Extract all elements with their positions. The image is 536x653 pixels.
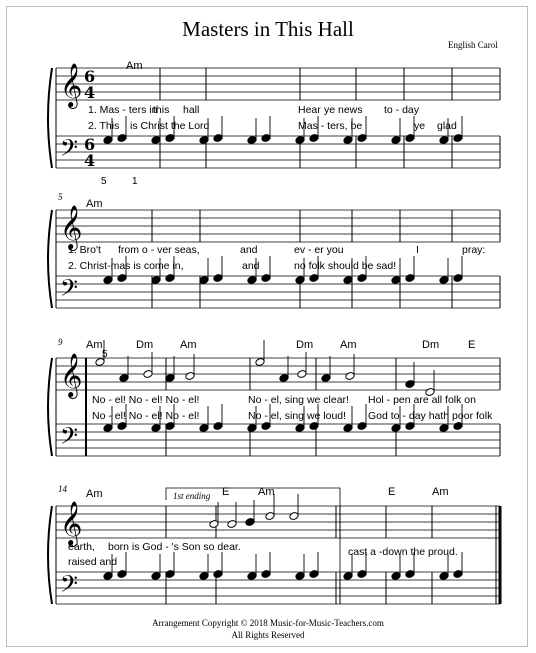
first-ending-label: 1st ending — [173, 491, 211, 501]
measure-number: 9 — [58, 337, 63, 347]
lyric-line: born is God - 's Son so dear. — [108, 541, 241, 553]
treble-clef-icon: 𝄞 — [60, 501, 83, 545]
lyric-line: 2. This — [88, 120, 120, 132]
lyric-line: No - el, sing we loud! — [248, 410, 347, 422]
time-signature-digit: 4 — [84, 151, 96, 170]
chord-am: Am — [86, 339, 103, 351]
chord-am: Am — [432, 486, 449, 498]
composer-credit: English Carol — [448, 40, 498, 50]
page-title: Masters in This Hall — [182, 17, 354, 41]
chord-am: Am — [86, 488, 103, 500]
chord-e: E — [388, 486, 396, 498]
time-signature-digit: 4 — [84, 83, 96, 102]
lyric-line: 2. Christ-mas is come in, — [68, 260, 184, 272]
lyric-line: ev - er you — [294, 244, 344, 256]
lyric-line: No - el! No - el! No - el! — [92, 394, 200, 406]
grand-staff-brace — [48, 210, 52, 308]
treble-clef-icon: 𝄞 — [60, 353, 83, 397]
grand-staff-brace — [48, 506, 52, 604]
lyric-line: raised and — [68, 556, 118, 568]
copyright-line: Arrangement Copyright © 2018 Music-for-Music-Teachers.com — [152, 618, 384, 628]
lyric-line: Mas - ters, be — [298, 120, 363, 132]
treble-clef-icon: 𝄞 — [60, 205, 83, 249]
lyric-line: Hol - pen are all folk on — [368, 394, 476, 406]
chord-dm: Dm — [136, 339, 154, 351]
time-signature-digit: 6 — [84, 135, 96, 154]
measure-number: 14 — [58, 484, 67, 494]
chord-am: Am — [86, 198, 103, 210]
grand-staff-brace — [48, 68, 52, 168]
chord-e: E — [222, 486, 230, 498]
chord-am: Am — [258, 486, 275, 498]
lyric-line: Hear — [298, 104, 321, 116]
chord-dm: Dm — [296, 339, 314, 351]
fingering-number: 1 — [132, 176, 138, 187]
chord-e: E — [468, 339, 476, 351]
chord-am: Am — [126, 60, 143, 72]
rights-line: All Rights Reserved — [231, 630, 305, 640]
lyric-line: ye news — [324, 104, 363, 116]
time-signature-digit: 6 — [84, 67, 96, 86]
bass-clef-icon: 𝄢 — [60, 274, 79, 307]
lyric-line: glad — [437, 120, 457, 132]
lyric-line: ye — [414, 120, 426, 132]
chord-am: Am — [340, 339, 357, 351]
grand-staff-brace — [48, 358, 52, 456]
bass-clef-icon: 𝄢 — [60, 134, 79, 167]
bass-clef-icon: 𝄢 — [60, 570, 79, 603]
lyric-line: No - el! No - el! No - el! — [92, 410, 200, 422]
chord-dm: Dm — [422, 339, 440, 351]
treble-clef-icon: 𝄞 — [60, 63, 83, 107]
lyric-line: no folk should be sad! — [294, 260, 397, 272]
chord-am: Am — [180, 339, 197, 351]
lyric-line: 1. Mas - ters in — [88, 104, 158, 116]
lyric-line: to - day — [384, 104, 420, 116]
lyric-line: No - el, sing we clear! — [248, 394, 349, 406]
lyric-line: I — [416, 244, 419, 256]
lyric-line: is Christ the Lord — [130, 120, 210, 132]
lyric-line: God to - day hath poor folk — [368, 410, 493, 422]
lyric-line: 1. Bro't — [68, 244, 101, 256]
fingering-number: 5 — [102, 349, 108, 360]
fingering-number: 5 — [101, 176, 107, 187]
lyric-line: hall — [183, 104, 200, 116]
lyric-line: pray: — [462, 244, 486, 256]
measure-number: 5 — [58, 192, 63, 202]
lyric-line: this — [153, 104, 170, 116]
lyric-line: earth, — [68, 541, 95, 553]
bass-clef-icon: 𝄢 — [60, 422, 79, 455]
lyric-line: from o - ver seas, — [118, 244, 200, 256]
lyric-line: cast a -down the proud. — [348, 546, 458, 558]
lyric-line: and — [242, 260, 260, 272]
lyric-line: and — [240, 244, 258, 256]
